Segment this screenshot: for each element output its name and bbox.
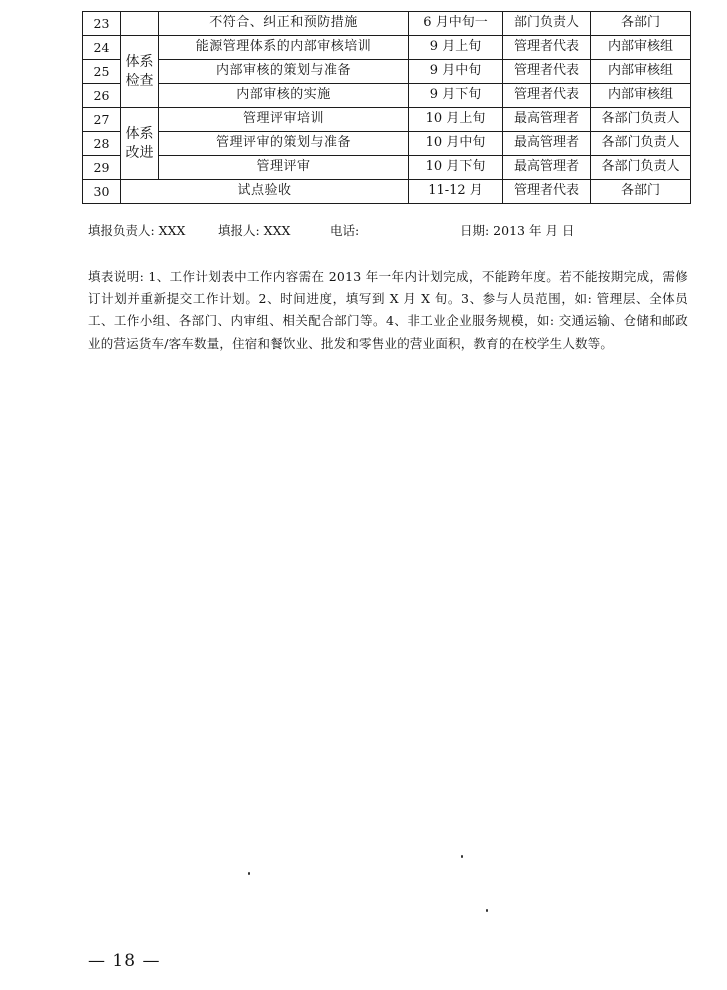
person-in-charge: 填报负责人: XXX (88, 223, 186, 238)
owner: 管理者代表 (503, 84, 591, 108)
row-number: 26 (83, 84, 121, 108)
table-row (83, 180, 691, 204)
participants: 内部审核组 (591, 36, 691, 60)
table-row (83, 156, 691, 180)
table-row (83, 12, 691, 36)
work-content: 内部审核的实施 (159, 84, 409, 108)
work-content: 能源管理体系的内部审核培训 (159, 36, 409, 60)
filling-instructions: 填表说明: 1、工作计划表中工作内容需在 2013 年一年内计划完成，不能跨年度。若不能按期完成，需修订计划并重新提交工作计划。2、时间进度，填写到 X 月 X 旬。3、参与人员范围，如: 管理层、全体员工、工作小组、各部门、内审组、相关配合部门等。4、非工业企业服务规模，如: 交通运输、仓储和邮政业的营运货车/客车数量，住宿和餐饮业、批发和零售业的营业面积，教育的在校学生人数等。 (88, 269, 688, 351)
table-row (83, 108, 691, 132)
work-plan-table (82, 11, 691, 204)
row-number: 23 (83, 12, 121, 36)
work-content: 管理评审 (159, 156, 409, 180)
row-number: 29 (83, 156, 121, 180)
owner: 管理者代表 (503, 36, 591, 60)
row-number: 25 (83, 60, 121, 84)
participants: 各部门负责人 (591, 108, 691, 132)
table-row (83, 36, 691, 60)
owner: 部门负责人 (503, 12, 591, 36)
table-row (83, 60, 691, 84)
form-footer (88, 221, 708, 239)
time-progress: 9 月中旬 (409, 60, 503, 84)
participants: 各部门负责人 (591, 156, 691, 180)
row-number: 24 (83, 36, 121, 60)
time-progress: 10 月中旬 (409, 132, 503, 156)
owner: 最高管理者 (503, 156, 591, 180)
work-content: 不符合、纠正和预防措施 (159, 12, 409, 36)
page-number: — 18 — (88, 951, 161, 971)
row-number: 28 (83, 132, 121, 156)
owner: 最高管理者 (503, 108, 591, 132)
work-content: 试点验收 (121, 180, 409, 204)
scan-speck (486, 909, 488, 912)
group-label-improve: 体系改进 (121, 108, 159, 180)
group-cell-empty (121, 12, 159, 36)
time-progress: 10 月下旬 (409, 156, 503, 180)
fill-date: 日期: 2013 年 月 日 (460, 223, 575, 238)
owner: 管理者代表 (503, 60, 591, 84)
participants: 各部门负责人 (591, 132, 691, 156)
scan-speck (461, 855, 463, 858)
time-progress: 9 月下旬 (409, 84, 503, 108)
participants: 内部审核组 (591, 60, 691, 84)
time-progress: 11-12 月 (409, 180, 503, 204)
group-label-check: 体系检查 (121, 36, 159, 108)
participants: 各部门 (591, 180, 691, 204)
filler: 填报人: XXX (218, 223, 291, 238)
work-content: 管理评审培训 (159, 108, 409, 132)
row-number: 30 (83, 180, 121, 204)
row-number: 27 (83, 108, 121, 132)
work-content: 内部审核的策划与准备 (159, 60, 409, 84)
participants: 内部审核组 (591, 84, 691, 108)
phone-label: 电话: (330, 223, 360, 238)
time-progress: 10 月上旬 (409, 108, 503, 132)
owner: 最高管理者 (503, 132, 591, 156)
time-progress: 6 月中旬一 (409, 12, 503, 36)
participants: 各部门 (591, 12, 691, 36)
time-progress: 9 月上旬 (409, 36, 503, 60)
work-content: 管理评审的策划与准备 (159, 132, 409, 156)
table-row (83, 84, 691, 108)
owner: 管理者代表 (503, 180, 591, 204)
scan-speck (248, 872, 250, 875)
table-row (83, 132, 691, 156)
